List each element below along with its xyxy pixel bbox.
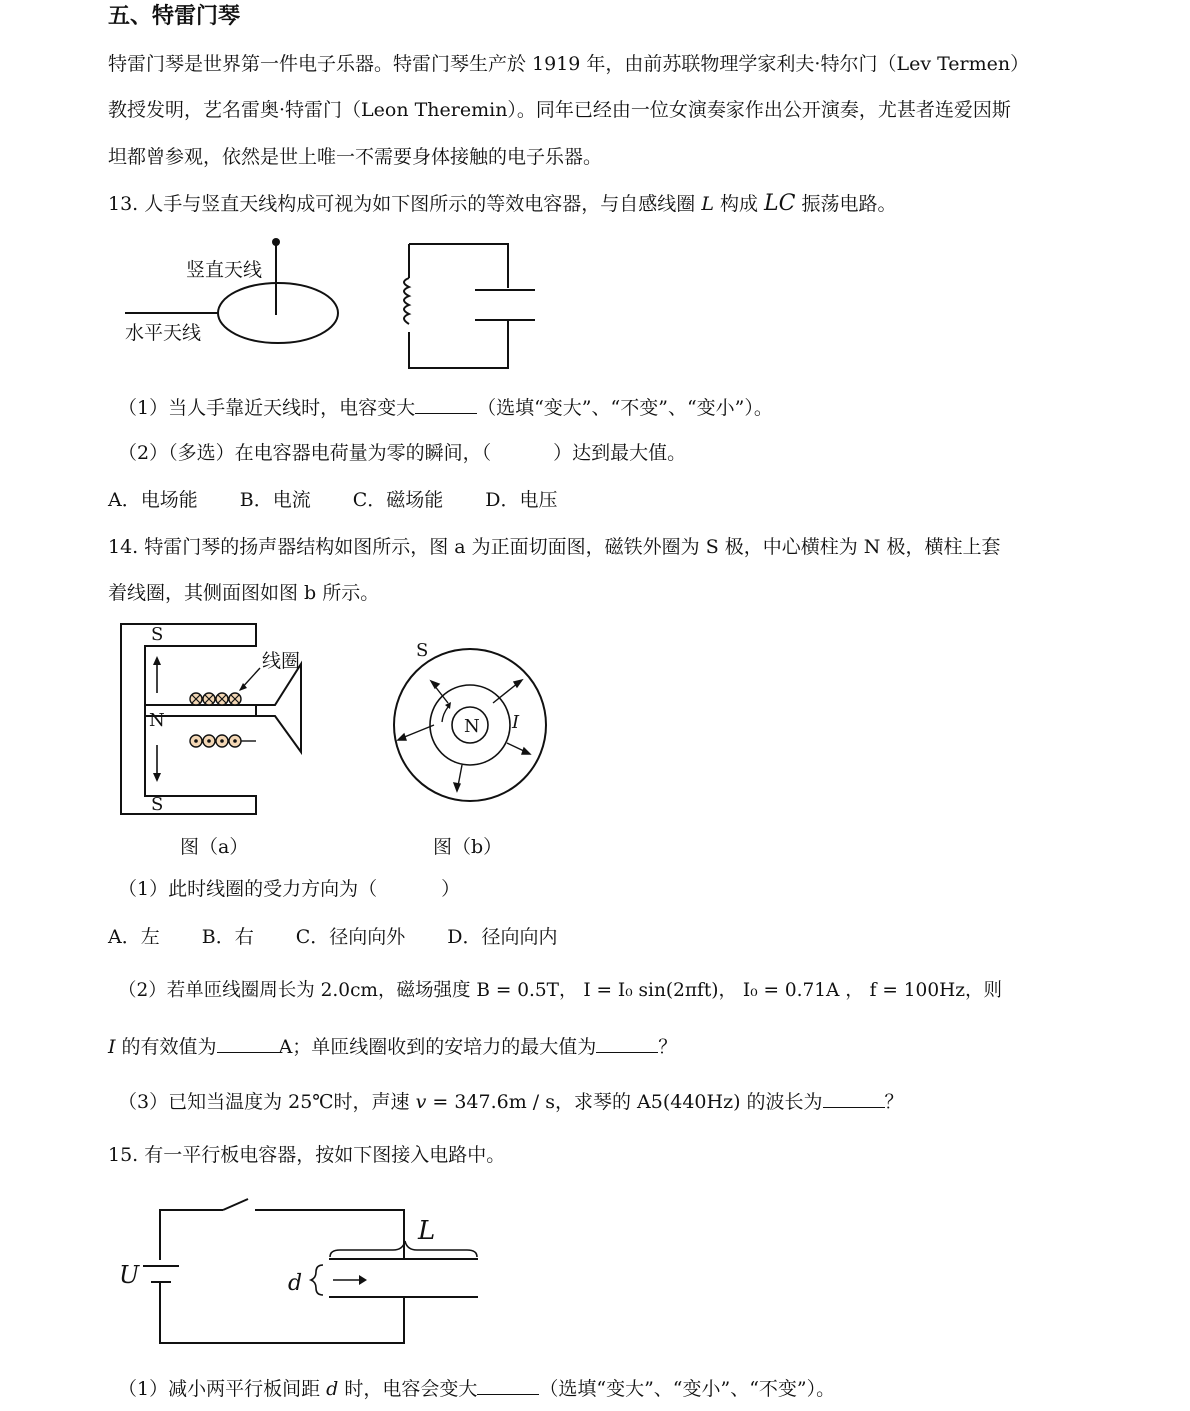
q14-stem-2: 着线圈，其侧面图如图 b 所示。 [108,582,380,604]
q13-options: A．电场能 B．电流 C．磁场能 D．电压 [108,489,558,511]
antenna-tip [272,238,280,246]
label-U: U [119,1261,140,1289]
q15-part1: （1）减小两平行板间距 d 时，电容会变大 （选填“变大”、“变小”、“不变”）。 [118,1378,836,1400]
caption-figure-a: 图（a） [180,836,249,858]
q14-part3: （3）已知当温度为 25℃时，声速 v = 347.6m / s，求琴的 A5(440Hz) 的波长为 ？ [118,1091,904,1113]
switch-blade [223,1199,248,1210]
answer-blank-capacitance[interactable] [477,1376,539,1395]
caption-figure-b: 图（b） [433,836,503,858]
circuit-bottom-wire [160,1282,404,1343]
circuit-left-wire [160,1210,223,1260]
gap-brace [311,1265,323,1295]
antenna-loop [218,283,338,343]
label-I: I [512,712,520,733]
q15-stem: 15. 有一平行板电容器，按如下图接入电路中。 [108,1144,506,1166]
label-d: d [288,1271,303,1296]
label-N-center: N [464,716,480,737]
q14-part1: （1）此时线圈的受力方向为（ ） [118,878,461,900]
coil-top-crosses [190,693,241,705]
q14-part2-line1: （2）若单匝线圈周长为 2.0cm，磁场强度 B = 0.5T， I = I₀ sin(2πft)， I₀ = 0.71A ， f = 100Hz，则 [118,980,1002,1001]
lc-circuit-figure [395,240,545,372]
speaker-figure-b [390,635,550,805]
q14-stem-1: 14. 特雷门琴的扬声器结构如图所示，图 a 为正面切面图，磁铁外圈为 S 极，中心横柱为 N 极，横柱上套 [108,536,1001,558]
q13-part2: （2）（多选）在电容器电荷量为零的瞬间，（ ）达到最大值。 [118,442,687,464]
label-S: S [416,640,429,661]
answer-blank-force[interactable] [596,1034,658,1053]
antenna-figure [120,235,350,355]
circuit-wire [409,244,508,368]
capacitor-circuit-figure [115,1195,485,1350]
section-title: 五、特雷门琴 [108,4,241,29]
intro-line-3: 坦都曾参观，依然是世上唯一不需要身体接触的电子乐器。 [108,146,603,168]
q13-stem: 13. 人手与竖直天线构成可视为如下图所示的等效电容器，与自感线圈 L 构成 LC 振荡电路。 [108,191,897,216]
answer-blank[interactable] [415,395,477,414]
circuit-top-wire [255,1210,404,1247]
q14-options: A．左 B．右 C．径向向外 D．径向向内 [108,926,558,948]
q13-part1: （1）当人手靠近天线时，电容变大 （选填“变大”、“不变”、“变小”）。 [118,397,773,419]
answer-blank-wavelength[interactable] [823,1089,885,1108]
q14-part2-line2: I 的有效值为 A；单匝线圈收到的安培力的最大值为 ？ [108,1036,678,1058]
label-horizontal-antenna: 水平天线 [125,322,202,344]
label-S-bottom: S [151,794,164,815]
magnet-outline [121,624,256,814]
label-L: L [418,1216,436,1246]
label-N: N [149,710,165,731]
intro-line-2: 教授发明，艺名雷奥·特雷门（Leon Theremin）。同年已经由一位女演奏家作出公开演奏，尤甚者连爱因斯 [108,99,1011,121]
label-vertical-antenna: 竖直天线 [186,259,263,281]
intro-line-1: 特雷门琴是世界第一件电子乐器。特雷门琴生产於 1919 年，由前苏联物理学家利夫·特尔门（Lev Termen） [108,53,1030,75]
label-coil: 线圈 [262,650,301,672]
speaker-cone [256,664,301,752]
inductor-coil [404,278,409,324]
speaker-figure-a [115,620,325,820]
answer-blank-effective[interactable] [217,1034,279,1053]
current-direction-arrow [442,707,448,722]
label-S-top: S [151,624,164,645]
